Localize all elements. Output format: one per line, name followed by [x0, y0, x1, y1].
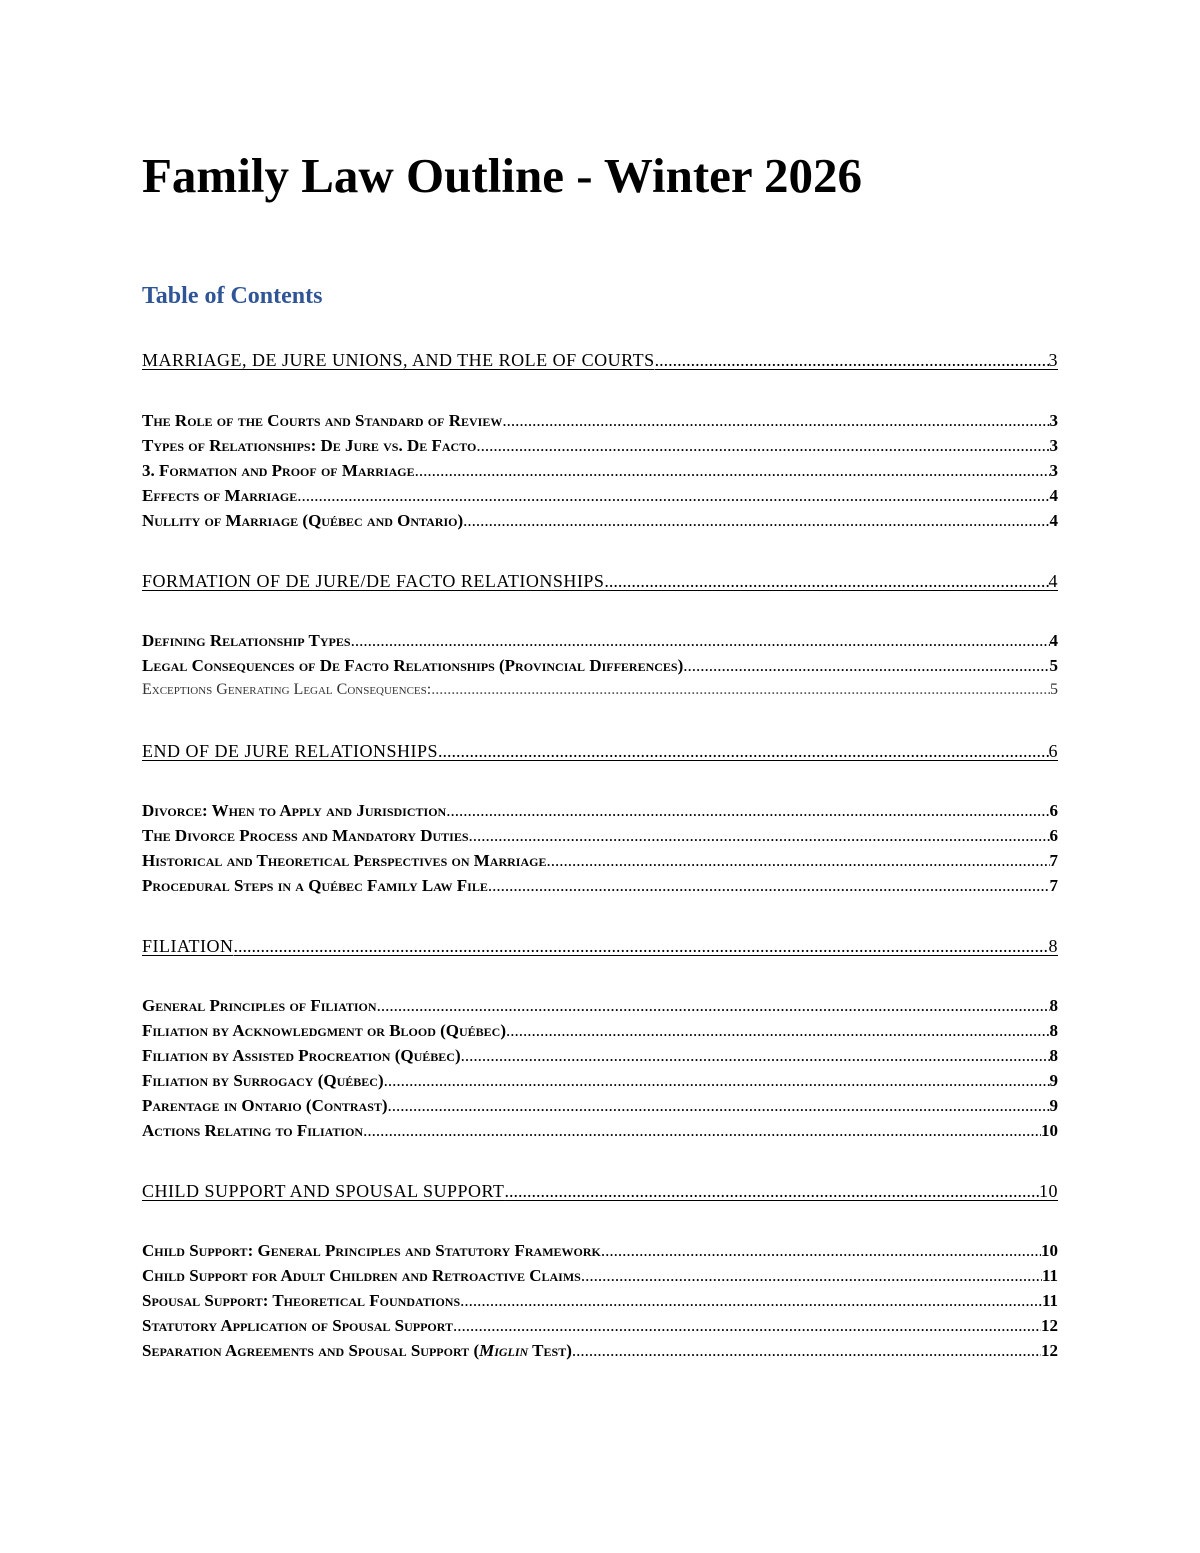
toc-entry-role-of-courts[interactable] [142, 411, 1058, 435]
toc-entry-text: Actions Relating to Filiation [142, 1121, 364, 1140]
toc-page-number: 8 [1049, 996, 1058, 1015]
toc-page-number: 7 [1049, 851, 1058, 870]
toc-entry-text: Procedural Steps in a Québec Family Law File [142, 876, 488, 895]
toc-page-number: 10 [1041, 1121, 1058, 1140]
toc-page-number: 6 [1049, 826, 1058, 845]
toc-entry-text: Defining Relationship Types [142, 631, 351, 650]
toc-page-number: 3 [1048, 350, 1058, 370]
toc-entry-text: 3. Formation and Proof of Marriage [142, 461, 415, 480]
toc-entry-text: CHILD SUPPORT AND SPOUSAL SUPPORT [142, 1181, 505, 1201]
toc-leader-dots [506, 1021, 1049, 1041]
toc-entry-child-support-general[interactable] [142, 1241, 1058, 1265]
toc-section-marriage[interactable] [142, 350, 1058, 374]
toc-entry-text: Filiation by Assisted Procreation (Québec) [142, 1046, 461, 1065]
toc-leader-dots [488, 876, 1050, 896]
toc-entry-parentage-ontario[interactable] [142, 1096, 1058, 1120]
toc-entry-procedural-steps[interactable] [142, 876, 1058, 900]
toc-entry-text: Child Support: General Principles and Statutory Framework [142, 1241, 601, 1260]
toc-entry-actions-filiation[interactable] [142, 1121, 1058, 1145]
toc-entry-text: Nullity of Marriage (Québec and Ontario) [142, 511, 464, 530]
toc-page-number: 5 [1049, 656, 1058, 675]
toc-page-number: 8 [1049, 1021, 1058, 1040]
toc-page-number: 3 [1049, 436, 1058, 455]
toc-leader-dots [469, 826, 1050, 846]
toc-entry-spousal-support-statutory[interactable] [142, 1316, 1058, 1340]
toc-entry-text: Legal Consequences of De Facto Relationships (Provincial Differences) [142, 656, 684, 675]
toc-page-number: 5 [1050, 681, 1058, 698]
toc-entry-filiation-assisted-procreation[interactable] [142, 1046, 1058, 1070]
toc-section-formation[interactable] [142, 571, 1058, 595]
toc-leader-dots [234, 936, 1049, 957]
document-title: Family Law Outline - Winter 2026 [142, 148, 863, 203]
toc-entry-text: MARRIAGE, DE JURE UNIONS, AND THE ROLE OF COURTS [142, 350, 655, 370]
toc-entry-child-support-adult[interactable] [142, 1266, 1058, 1290]
toc-leader-dots [460, 1291, 1042, 1311]
toc-entry-exceptions-legal-consequences[interactable] [142, 681, 1058, 705]
toc-entry-text: The Role of the Courts and Standard of Review [142, 411, 503, 430]
toc-entry-text: Filiation by Surrogacy (Québec) [142, 1071, 384, 1090]
toc-leader-dots [581, 1266, 1042, 1286]
toc-entry-text [142, 1341, 572, 1361]
toc-page-number: 4 [1048, 571, 1058, 591]
toc-heading: Table of Contents [142, 283, 323, 309]
toc-entry-formation-proof-marriage[interactable] [142, 461, 1058, 485]
toc-page-number: 9 [1049, 1071, 1058, 1090]
toc-leader-dots [415, 461, 1050, 481]
toc-page-number: 12 [1041, 1341, 1058, 1360]
toc-leader-dots [601, 1241, 1041, 1261]
toc-entry-text: Parentage in Ontario (Contrast) [142, 1096, 388, 1115]
toc-leader-dots [502, 411, 1049, 431]
toc-entry-text: END OF DE JURE RELATIONSHIPS [142, 741, 439, 761]
toc-entry-separation-agreements[interactable] [142, 1341, 1058, 1365]
toc-entry-defining-relationship-types[interactable] [142, 631, 1058, 655]
toc-page-number: 4 [1049, 486, 1058, 505]
toc-page-number: 8 [1049, 1046, 1058, 1065]
toc-leader-dots [438, 741, 1048, 762]
toc-entry-text-before: Separation Agreements and Spousal Support ( [142, 1341, 480, 1360]
toc-leader-dots [377, 996, 1050, 1016]
toc-leader-dots [504, 1181, 1039, 1202]
toc-entry-effects-of-marriage[interactable] [142, 486, 1058, 510]
toc-leader-dots [297, 486, 1049, 506]
toc-page-number: 10 [1041, 1241, 1058, 1260]
toc-page-number: 11 [1041, 1266, 1058, 1285]
toc-page-number: 3 [1049, 411, 1058, 430]
toc-entry-text-after: Test) [528, 1341, 572, 1360]
toc-page-number: 10 [1039, 1181, 1058, 1201]
toc-entry-text: Statutory Application of Spousal Support [142, 1316, 453, 1335]
toc-section-support[interactable] [142, 1181, 1058, 1205]
toc-leader-dots [453, 1316, 1041, 1336]
toc-leader-dots [683, 656, 1049, 676]
toc-page-number: 6 [1048, 741, 1058, 761]
toc-leader-dots [351, 631, 1050, 651]
toc-page-number: 11 [1041, 1291, 1058, 1310]
toc-entry-spousal-support-theory[interactable] [142, 1291, 1058, 1315]
toc-entry-text: Spousal Support: Theoretical Foundations [142, 1291, 461, 1310]
toc-entry-text: General Principles of Filiation [142, 996, 377, 1015]
toc-entry-divorce-process[interactable] [142, 826, 1058, 850]
toc-leader-dots [572, 1341, 1041, 1361]
toc-entry-text: Filiation by Acknowledgment or Blood (Québec) [142, 1021, 507, 1040]
toc-page-number: 8 [1048, 936, 1058, 956]
toc-leader-dots [604, 571, 1048, 592]
toc-entry-nullity-of-marriage[interactable] [142, 511, 1058, 535]
toc-leader-dots [431, 681, 1050, 699]
toc-entry-text: Exceptions Generating Legal Consequences: [142, 681, 432, 698]
toc-entry-text: Child Support for Adult Children and Retroactive Claims [142, 1266, 581, 1285]
toc-leader-dots [546, 851, 1049, 871]
toc-page-number: 7 [1049, 876, 1058, 895]
toc-leader-dots [446, 801, 1049, 821]
toc-page-number: 9 [1049, 1096, 1058, 1115]
toc-leader-dots [463, 511, 1049, 531]
toc-section-filiation[interactable] [142, 936, 1058, 960]
toc-page-number: 4 [1049, 511, 1058, 530]
toc-entry-text: Historical and Theoretical Perspectives on Marriage [142, 851, 547, 870]
toc-entry-text-italic: Miglin [479, 1341, 529, 1360]
toc-entry-text: Types of Relationships: De Jure vs. De Facto [142, 436, 477, 455]
toc-entry-types-of-relationships[interactable] [142, 436, 1058, 460]
toc-entry-text: Effects of Marriage [142, 486, 298, 505]
toc-entry-text: FORMATION OF DE JURE/DE FACTO RELATIONSHIPS [142, 571, 605, 591]
toc-entry-filiation-acknowledgment[interactable] [142, 1021, 1058, 1045]
toc-leader-dots [461, 1046, 1050, 1066]
toc-page-number: 6 [1049, 801, 1058, 820]
toc-leader-dots [384, 1071, 1050, 1091]
toc-entry-text: FILIATION [142, 936, 234, 956]
toc-leader-dots [655, 350, 1049, 371]
toc-entry-text: The Divorce Process and Mandatory Duties [142, 826, 469, 845]
toc-entry-text: Divorce: When to Apply and Jurisdiction [142, 801, 447, 820]
toc-entry-general-principles-filiation[interactable] [142, 996, 1058, 1020]
toc-leader-dots [363, 1121, 1041, 1141]
toc-section-end-of-de-jure[interactable] [142, 741, 1058, 765]
toc-entry-filiation-surrogacy[interactable] [142, 1071, 1058, 1095]
toc-page-number: 4 [1049, 631, 1058, 650]
toc-leader-dots [476, 436, 1049, 456]
toc-entry-divorce-jurisdiction[interactable] [142, 801, 1058, 825]
toc-entry-legal-consequences-de-facto[interactable] [142, 656, 1058, 680]
toc-page-number: 12 [1041, 1316, 1058, 1335]
toc-entry-historical-perspectives[interactable] [142, 851, 1058, 875]
toc-leader-dots [388, 1096, 1050, 1116]
toc-page-number: 3 [1049, 461, 1058, 480]
